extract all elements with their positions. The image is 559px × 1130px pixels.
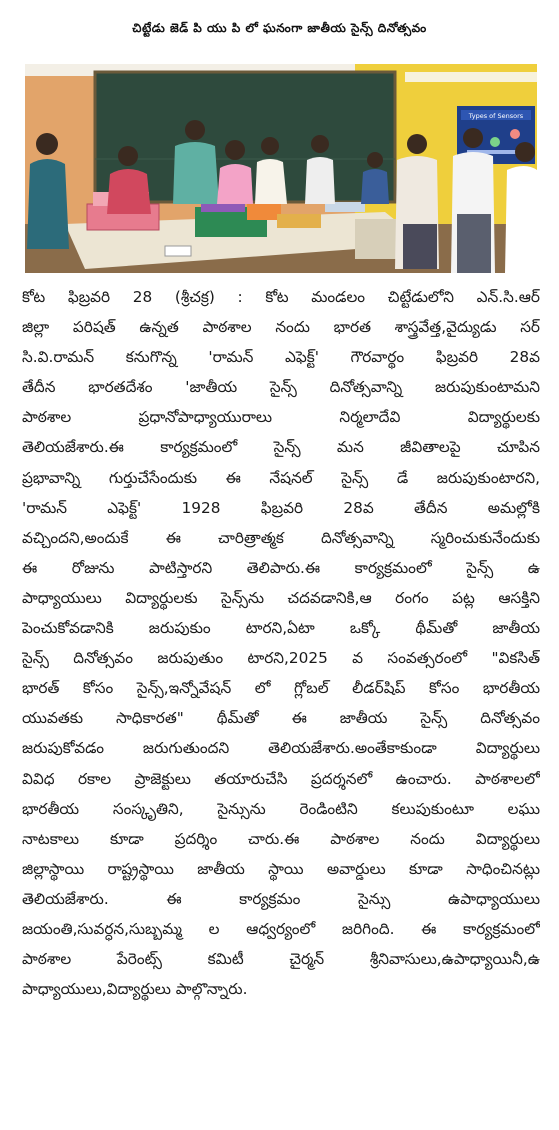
- news-photo: [25, 64, 537, 273]
- article-line: భారత్ కోసం సైన్స్,ఇన్నోవేషన్ లో గ్లోబల్ లీడర్‌షిప్ కోసం భారతీయ: [22, 679, 540, 698]
- article-line: తేదీన భారతదేశం 'జాతీయ సైన్స్ దినోత్సవాన్ని జరుపుకుంటామని: [22, 378, 540, 397]
- article-line: జయంతి,సువర్ధన,సుబ్బమ్మ ల ఆధ్వర్యంలో జరిగింది. ఈ కార్యక్రమంలో: [22, 919, 540, 938]
- article-line: సి.వి.రామన్ కనుగొన్న 'రామన్ ఎఫెక్ట్' గౌరవార్థం ఫిబ్రవరి 28వ: [22, 348, 540, 367]
- article-line: వివిధ రకాల ప్రాజెక్టులు తయారుచేసి ప్రదర్శనలో ఉంచారు. పాఠశాలలో: [22, 769, 540, 788]
- article-line: పెంచుకోవడానికి జరుపుకుం టారని,ఏటా ఒక్కో థీమ్‌తో జాతీయ: [22, 619, 540, 638]
- article-line-last: పాధ్యాయులు,విద్యార్థులు పాల్గొన్నారు.: [22, 980, 248, 999]
- article-line: జిల్లా పరిషత్ ఉన్నత పాఠశాల నందు భారత శాస్త్రవేత్త,వైద్యుడు సర్: [22, 318, 540, 337]
- article-body: [22, 282, 540, 1004]
- article-line: తెలియజేశారు.ఈ కార్యక్రమంలో సైన్స్ మన జీవితాలపై చూపిన: [22, 438, 540, 457]
- article-line: తెలియజేశారు. ఈ కార్యక్రమం సైన్సు ఉపాధ్యాయులు: [22, 889, 540, 908]
- article-line: ఈ రోజును పాటిస్తారని తెలిపారు.ఈ కార్యక్రమంలో సైన్స్ ఉ: [22, 558, 540, 577]
- article-line: జరుపుకోవడం జరుగుతుందని తెలియజేశారు.అంతేకాకుండా విద్యార్థులు: [22, 739, 540, 758]
- article-line: కోట ఫిబ్రవరి 28 (శ్రీచక్ర) : కోట మండలం చిట్టేడులోని ఎన్.సి.ఆర్: [22, 288, 540, 306]
- article-line: పాఠశాల పేరెంట్స్ కమిటీ చైర్మన్ శ్రీనివాసులు,ఉపాధ్యాయినీ,ఉ: [22, 950, 540, 969]
- article-line: వచ్చిందని,అందుకే ఈ చారిత్రాత్మక దినోత్సవాన్ని స్మరించుకునేందుకు: [22, 528, 540, 547]
- article-line: 'రామన్ ఎఫెక్ట్' 1928 ఫిబ్రవరి 28వ తేదీన అమల్లోకి: [22, 498, 540, 517]
- article-line: సైన్స్ దినోత్సవం జరుపుతుం టారని,2025 వ సంవత్సరంలో "వికసిత్: [22, 649, 540, 668]
- photo-scene: [25, 64, 537, 273]
- article-line: పాధ్యాయులు విద్యార్థులకు సైన్స్‌ను చదవడానికి,ఆ రంగం పట్ల ఆసక్తిని: [22, 588, 540, 607]
- article-line: యువతకు సాధికారత" థీమ్‌తో ఈ జాతీయ సైన్స్ దినోత్సవం: [22, 709, 540, 728]
- article-line: భారతీయ సంస్కృతిని, సైన్సును రెండింటిని కలుపుకుంటూ లఘు: [22, 799, 540, 818]
- article-line: జిల్లాస్థాయి రాష్ట్రస్థాయి జాతీయ స్థాయి అవార్డులు కూడా సాధించినట్లు: [22, 859, 540, 878]
- article-line: నాటకాలు కూడా ప్రదర్శిం చారు.ఈ పాఠశాల నందు విద్యార్థులు: [22, 829, 540, 848]
- article-line: ప్రభావాన్ని గుర్తుచేసేందుకు ఈ నేషనల్ సైన్స్ డే జరుపుకుంటారని,: [22, 468, 540, 487]
- poster-caption: Types of Sensors: [468, 112, 524, 120]
- article-line: పాఠశాల ప్రధానోపాధ్యాయురాలు నిర్మలాదేవి విద్యార్థులకు: [22, 408, 540, 427]
- headline: చిట్టేడు జెడ్ పి యు పి లో ఘనంగా జాతీయ సైన్స్ దినోత్సవం: [132, 20, 427, 35]
